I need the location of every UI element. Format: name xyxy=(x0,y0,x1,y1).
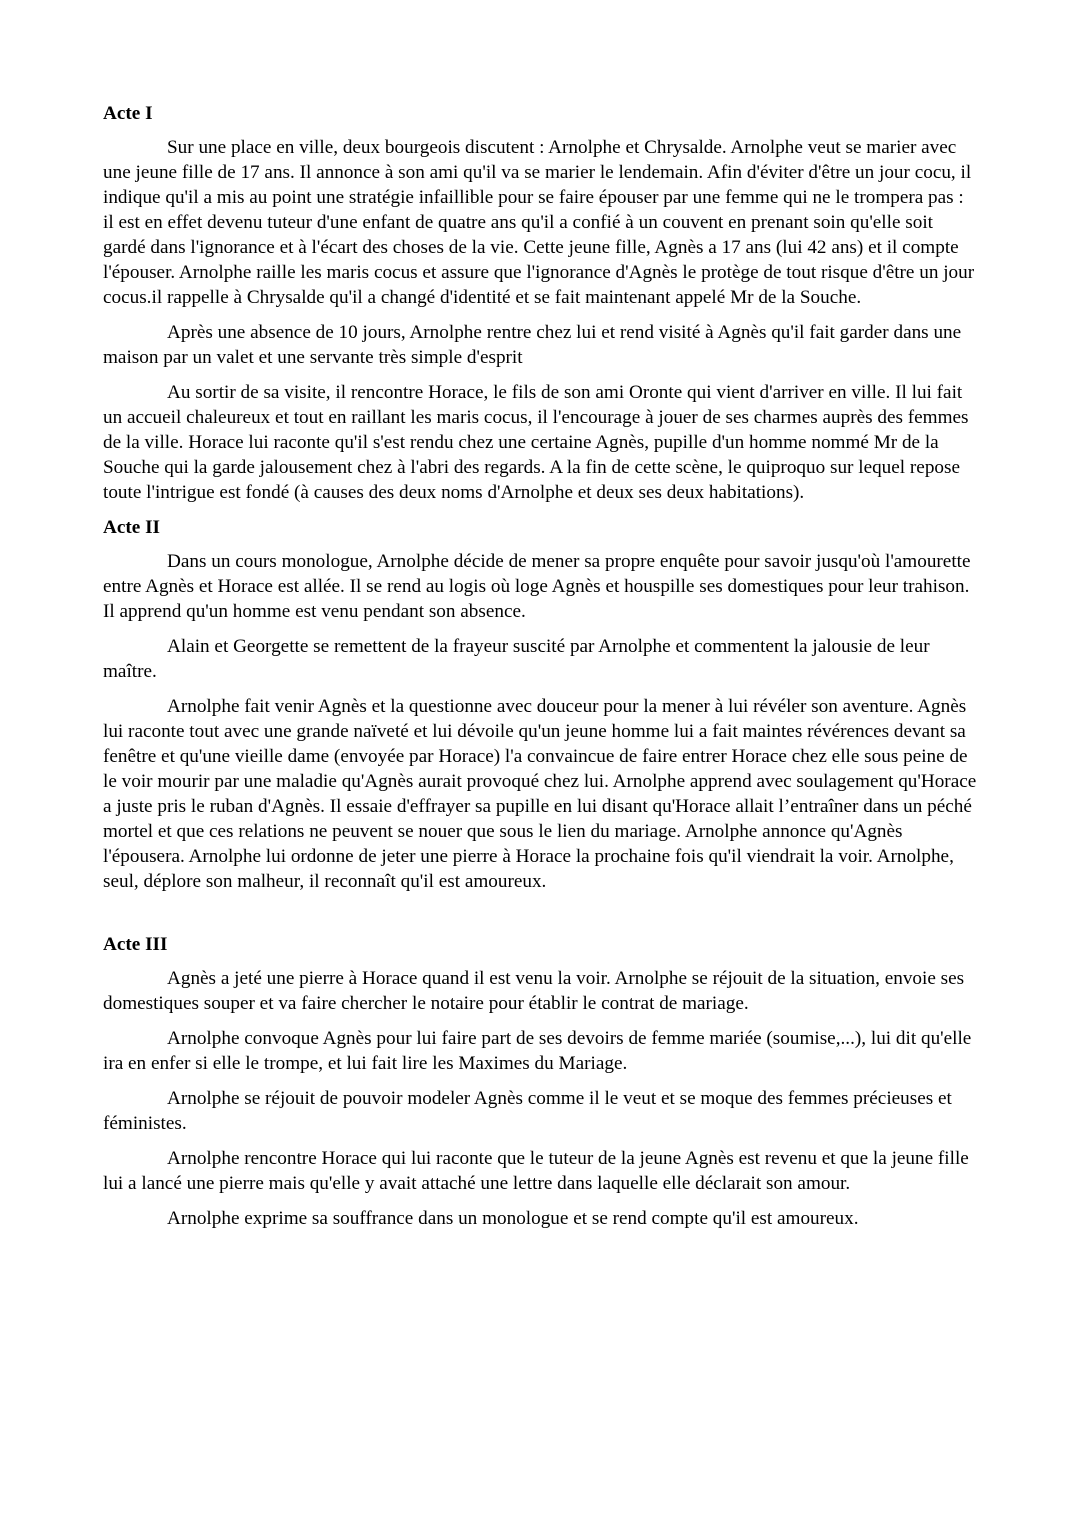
act-3-section xyxy=(103,932,979,1231)
act-2-paragraph-2: Alain et Georgette se remettent de la frayeur suscité par Arnolphe et commentent la jalousie de leur maître. xyxy=(103,636,930,682)
act-1-paragraph-3: Au sortir de sa visite, il rencontre Horace, le fils de son ami Oronte qui vient d'arriver en ville. Il lui fait un accueil chaleureux et tout en raillant les maris cocus, il l'encourage à jouer de ses charmes auprès des femmes de la ville. Horace lui raconte qu'il s'est rendu chez une certaine Agnès, pupille d'un homme nommé Mr de la Souche qui la garde jalousement chez à l'abri des regards. A la fin de cette scène, le quiproquo sur lequel repose toute l'intrigue est fondé (à causes des deux noms d'Arnolphe et deux ses deux habitations). xyxy=(103,382,969,503)
act-3-paragraph-4: Arnolphe rencontre Horace qui lui raconte que le tuteur de la jeune Agnès est revenu et que la jeune fille lui a lancé une pierre mais qu'elle y avait attaché une lettre dans laquelle elle déclarait son amour. xyxy=(103,1148,969,1194)
act-3-paragraph-2: Arnolphe convoque Agnès pour lui faire part de ses devoirs de femme mariée (soumise,...), lui dit qu'elle ira en enfer si elle le trompe, et lui fait lire les Maximes du Mariage. xyxy=(103,1028,972,1074)
act-2-title: Acte II xyxy=(103,517,161,538)
act-2-paragraph-1: Dans un cours monologue, Arnolphe décide de mener sa propre enquête pour savoir jusqu'où l'amourette entre Agnès et Horace est allée. Il se rend au logis où loge Agnès et houspille ses domestiques pour leur trahison. Il apprend qu'un homme est venu pendant son absence. xyxy=(103,551,971,622)
document-page xyxy=(103,101,979,1241)
act-3-paragraph-3: Arnolphe se réjouit de pouvoir modeler Agnès comme il le veut et se moque des femmes précieuses et féministes. xyxy=(103,1088,952,1134)
act-1-paragraph-2: Après une absence de 10 jours, Arnolphe rentre chez lui et rend visité à Agnès qu'il fait garder dans une maison par un valet et une servante très simple d'esprit xyxy=(103,322,962,368)
act-3-paragraph-1: Agnès a jeté une pierre à Horace quand il est venu la voir. Arnolphe se réjouit de la situation, envoie ses domestiques souper et va faire chercher le notaire pour établir le contrat de mariage. xyxy=(103,968,965,1014)
act-1-section xyxy=(103,101,979,505)
act-2-section xyxy=(103,515,979,894)
act-3-paragraph-5: Arnolphe exprime sa souffrance dans un monologue et se rend compte qu'il est amoureux. xyxy=(167,1208,859,1229)
act-3-title: Acte III xyxy=(103,934,168,955)
act-1-title: Acte I xyxy=(103,103,153,124)
act-2-paragraph-3: Arnolphe fait venir Agnès et la questionne avec douceur pour la mener à lui révéler son aventure. Agnès lui raconte tout avec une grande naïveté et lui dévoile qu'un jeune homme lui a fait maintes révérences devant sa fenêtre et qu'une vieille dame (envoyée par Horace) l'a convaincue de faire entrer Horace chez elle sous peine de le voir mourir par une maladie qu'Agnès aurait provoqué chez lui. Arnolphe apprend avec soulagement qu'Horace a juste pris le ruban d'Agnès. Il essaie d'effrayer sa pupille en lui disant qu'Horace allait l’entraîner dans un péché mortel et que ces relations ne peuvent se nouer que sous le lien du mariage. Arnolphe annonce qu'Agnès l'épousera. Arnolphe lui ordonne de jeter une pierre à Horace la prochaine fois qu'il viendrait la voir. Arnolphe, seul, déplore son malheur, il reconnaît qu'il est amoureux. xyxy=(103,696,977,892)
act-1-paragraph-1: Sur une place en ville, deux bourgeois discutent : Arnolphe et Chrysalde. Arnolphe veut se marier avec une jeune fille de 17 ans. Il annonce à son ami qu'il va se marier le lendemain. Afin d'éviter d'être un jour cocu, il indique qu'il a mis au point une stratégie infaillible pour se faire épouser par une femme qui ne le trompera pas : il est en effet devenu tuteur d'une enfant de quatre ans qu'il a confié à un couvent en prenant soin qu'elle soit gardé dans l'ignorance et à l'écart des choses de la vie. Cette jeune fille, Agnès a 17 ans (lui 42 ans) et il compte l'épouser. Arnolphe raille les maris cocus et assure que l'ignorance d'Agnès le protège de tout risque d'être un jour cocus.il rappelle à Chrysalde qu'il a changé d'identité et se fait maintenant appelé Mr de la Souche. xyxy=(103,137,975,308)
